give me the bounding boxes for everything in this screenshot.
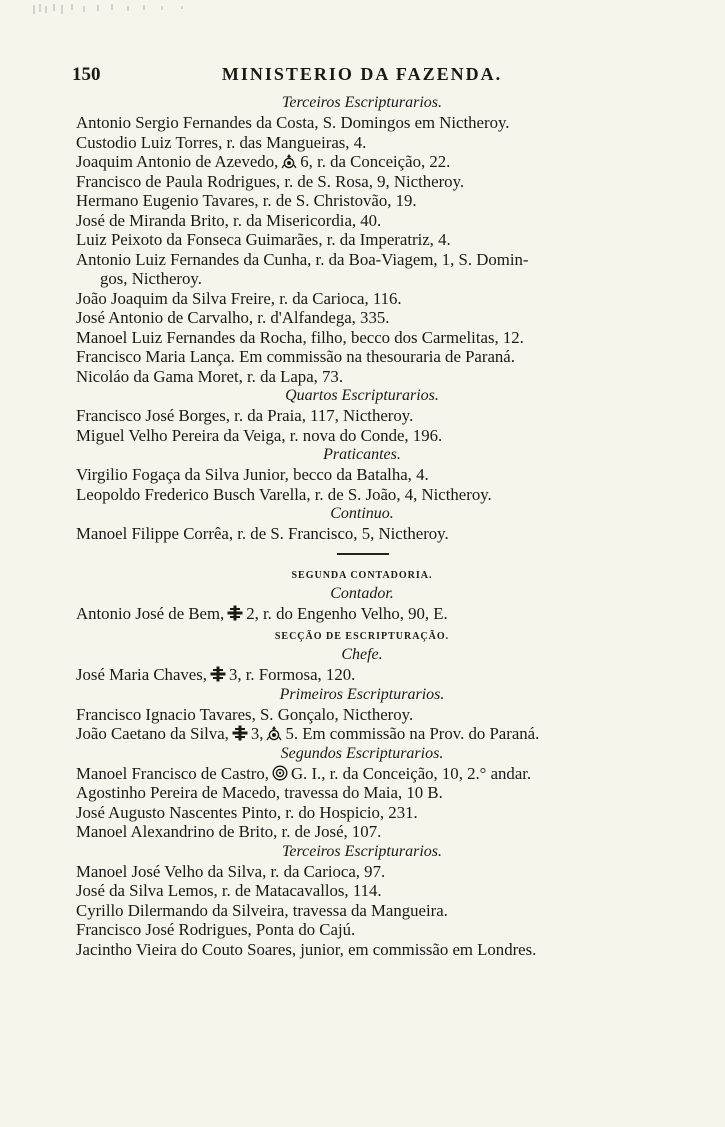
staff-entry — [72, 764, 652, 784]
entry-text: Luiz Peixoto da Fonseca Guimarães, r. da Imperatriz, 4. — [76, 230, 451, 249]
running-title: MINISTERIO DA FAZENDA. — [221, 64, 503, 84]
department-heading-sec-o-de-escriptura-o: SECÇÃO DE ESCRIPTURAÇÃO. — [274, 631, 450, 642]
entry-text: Hermano Eugenio Tavares, r. de S. Christovão, 19. — [76, 191, 417, 210]
entry-text: José Augusto Nascentes Pinto, r. do Hospicio, 231. — [76, 802, 418, 822]
entry-text: Francisco de Paula Rodrigues, r. de S. Rosa, 9, Nictheroy. — [76, 171, 465, 191]
entry-text: Nicoláo da Gama Moret, r. da Lapa, 73. — [76, 366, 344, 386]
entry-text: Antonio Sergio Fernandes da Costa, S. Domingos em Nictheroy. — [76, 113, 510, 132]
section-heading-praticantes: Praticantes. — [323, 446, 401, 463]
entry-text: José Antonio de Carvalho, r. d'Alfandega, 335. — [76, 308, 390, 327]
entry-text: Custodio Luiz Torres, r. das Mangueiras, 4. — [76, 132, 367, 152]
section-rule — [72, 544, 652, 562]
cross-of-christ-order-icon — [227, 605, 243, 621]
entry-text: José de Miranda Brito, r. da Misericordia, 40. — [76, 210, 382, 230]
staff-entry — [72, 705, 652, 725]
staff-entry — [72, 881, 652, 901]
entry-text: Leopoldo Frederico Busch Varella, r. de S. João, 4, Nictheroy. — [76, 484, 492, 504]
entry-text: Miguel Velho Pereira da Veiga, r. nova do Conde, 196. — [76, 425, 443, 445]
section-heading-chefe: Chefe. — [341, 646, 383, 663]
staff-entry — [72, 822, 652, 842]
page-header — [72, 64, 652, 88]
entry-text: Agostinho Pereira de Macedo, travessa do Maia, 10 B. — [76, 783, 443, 802]
entry-text: Francisco Ignacio Tavares, S. Gonçalo, Nictheroy. — [76, 704, 414, 724]
entry-text: João Joaquim da Silva Freire, r. da Carioca, 116. — [76, 288, 402, 308]
staff-entry — [72, 665, 652, 685]
staff-entry — [72, 920, 652, 940]
page-number: 150 — [72, 64, 101, 85]
cross-of-christ-order-icon — [232, 725, 248, 741]
staff-entry — [72, 347, 652, 367]
entry-text: 2, r. do Engenho Velho, 90, E. — [246, 603, 448, 623]
entry-text: José Maria Chaves, — [76, 665, 207, 684]
entry-text: João Caetano da Silva, — [76, 724, 229, 743]
entry-continuation — [72, 269, 652, 289]
staff-entry — [72, 172, 652, 192]
entry-text: Antonio Luiz Fernandes da Cunha, r. da Boa-Viagem, 1, S. Domin- — [76, 249, 529, 269]
section-heading-primeiros-escripturarios: Primeiros Escripturarios. — [279, 685, 445, 703]
staff-entry — [72, 803, 652, 823]
entry-text: Manoel Alexandrino de Brito, r. de José, 107. — [76, 822, 382, 841]
section-heading-terceiros-escripturarios: Terceiros Escripturarios. — [281, 94, 442, 111]
staff-entry — [72, 604, 652, 624]
staff-entry — [72, 191, 652, 211]
entry-text: 5. Em commissão na Prov. do Paraná. — [285, 724, 540, 743]
staff-entry — [72, 113, 652, 133]
entry-text: Virgilio Fogaça da Silva Junior, becco da Batalha, 4. — [76, 465, 429, 484]
entry-text: G. I., r. da Conceição, 10, 2.° andar. — [290, 763, 532, 783]
order-of-rose-icon — [266, 725, 282, 741]
staff-entry — [72, 250, 652, 270]
entry-text: Antonio José de Bem, — [76, 603, 225, 623]
section-heading-segundos-escripturarios: Segundos Escripturarios. — [280, 744, 444, 762]
staff-entry — [72, 940, 652, 960]
staff-entry — [72, 524, 652, 544]
entry-text: Francisco José Borges, r. da Praia, 117, Nictheroy. — [76, 406, 414, 425]
staff-entry — [72, 426, 652, 446]
staff-entry — [72, 485, 652, 505]
section-heading-continuo: Continuo. — [330, 505, 394, 522]
entry-text: Manoel Luiz Fernandes da Rocha, filho, becco dos Carmelitas, 12. — [76, 327, 524, 347]
staff-entry — [72, 308, 652, 328]
staff-entry — [72, 211, 652, 231]
entry-text: Manoel José Velho da Silva, r. da Carioca, 97. — [76, 861, 386, 881]
print-bleed-decoration — [32, 2, 202, 16]
entry-text: José da Silva Lemos, r. de Matacavallos, 114. — [76, 881, 382, 900]
staff-entry — [72, 901, 652, 921]
entry-text: 3, — [250, 724, 264, 743]
ribbon-order-icon — [272, 765, 288, 781]
department-heading-segunda-contadoria: SEGUNDA CONTADORIA. — [291, 569, 433, 581]
staff-entry — [72, 289, 652, 309]
entry-text: Francisco José Rodrigues, Ponta do Cajú. — [76, 920, 356, 939]
section-heading-contador: Contador. — [330, 584, 394, 602]
cross-of-christ-order-icon — [210, 666, 226, 682]
entry-text: Francisco Maria Lança. Em commissão na thesouraria de Paraná. — [76, 347, 515, 366]
staff-entry — [72, 133, 652, 153]
staff-entry — [72, 862, 652, 882]
staff-entry — [72, 783, 652, 803]
section-heading-terceiros-escripturarios: Terceiros Escripturarios. — [281, 842, 442, 860]
staff-entry — [72, 724, 652, 744]
staff-entry — [72, 152, 652, 172]
page-body — [72, 93, 652, 959]
entry-text: gos, Nictheroy. — [100, 269, 202, 288]
staff-entry — [72, 367, 652, 387]
entry-text: Manoel Francisco de Castro, — [76, 763, 269, 783]
entry-text: Jacintho Vieira do Couto Soares, junior, em commissão em Londres. — [76, 939, 537, 959]
entry-text: Cyrillo Dilermando da Silveira, travessa da Mangueira. — [76, 900, 448, 920]
staff-entry — [72, 230, 652, 250]
entry-text: Manoel Filippe Corrêa, r. de S. Francisco, 5, Nictheroy. — [76, 524, 449, 543]
order-of-rose-icon — [281, 153, 297, 169]
entry-text: 6, r. da Conceição, 22. — [300, 152, 451, 171]
entry-text: Joaquim Antonio de Azevedo, — [76, 152, 279, 171]
section-heading-quartos-escripturarios: Quartos Escripturarios. — [285, 387, 439, 404]
staff-entry — [72, 328, 652, 348]
entry-text: 3, r. Formosa, 120. — [228, 665, 356, 684]
staff-entry — [72, 465, 652, 485]
staff-entry — [72, 406, 652, 426]
